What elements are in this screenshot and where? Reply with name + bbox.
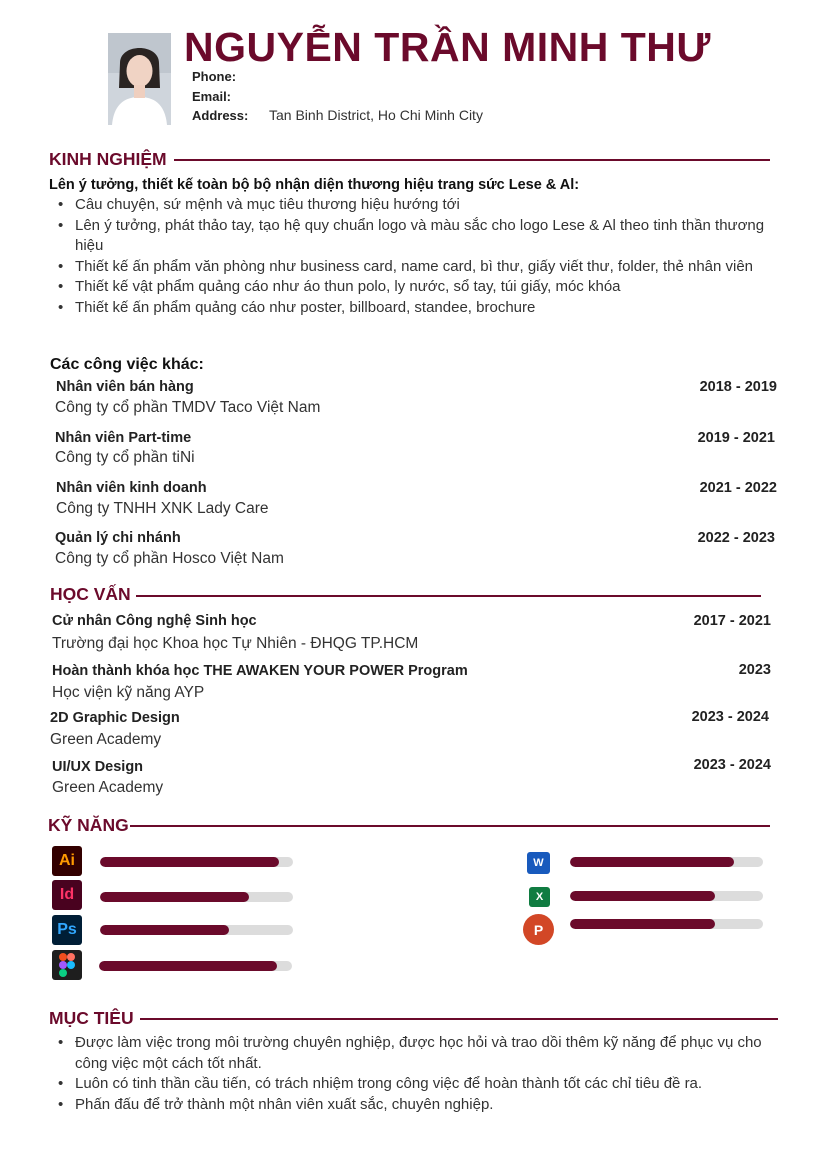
figma-icon	[52, 950, 82, 980]
project-bullets	[49, 195, 779, 318]
objective-divider	[140, 1018, 778, 1020]
list-item: • Thiết kế vật phẩm quảng cáo như áo thun polo, ly nước, sổ tay, túi giấy, móc khóa	[49, 277, 779, 298]
skill-bar	[570, 919, 763, 929]
job-company: Công ty cổ phần tiNi	[55, 449, 195, 466]
skill-bar-fill	[100, 892, 249, 902]
skills-divider	[130, 825, 770, 827]
adobe-photoshop-icon: Ps	[52, 915, 82, 945]
profile-photo	[108, 33, 171, 125]
job-company: Công ty TNHH XNK Lady Care	[56, 500, 269, 517]
skill-bar-fill	[99, 961, 277, 971]
microsoft-word-icon: W	[527, 852, 550, 874]
job-title: Nhân viên kinh doanh	[56, 480, 207, 496]
list-item: • Câu chuyện, sứ mệnh và mục tiêu thương hiệu hướng tới	[49, 195, 779, 216]
skill-bar	[100, 857, 293, 867]
skill-bar	[100, 925, 293, 935]
education-title: UI/UX Design	[52, 759, 144, 775]
list-item: • Được làm việc trong môi trường chuyên nghiệp, được học hỏi và trao dồi thêm kỹ năng để phục vụ cho công việc một cách tốt nhất.	[49, 1033, 779, 1074]
education-school: Green Academy	[52, 779, 164, 796]
microsoft-excel-icon: X	[529, 887, 550, 907]
skill-bar	[570, 857, 763, 867]
education-years: 2023 - 2024	[693, 757, 771, 773]
education-title: Cử nhân Công nghệ Sinh học	[52, 613, 257, 629]
education-years: 2023	[738, 662, 771, 678]
education-years: 2017 - 2021	[693, 613, 771, 629]
job-years: 2018 - 2019	[699, 379, 777, 395]
address-value: Tan Binh District, Ho Chi Minh City	[269, 107, 483, 123]
education-heading: HỌC VẤN	[50, 584, 131, 604]
job-company: Công ty cổ phần Hosco Việt Nam	[55, 550, 284, 567]
skill-bar-fill	[570, 919, 715, 929]
education-divider	[136, 595, 761, 597]
skill-bar-fill	[100, 925, 229, 935]
microsoft-powerpoint-icon: P	[523, 914, 554, 945]
objective-heading: MỤC TIÊU	[49, 1008, 134, 1028]
skill-bar	[570, 891, 763, 901]
job-title: Nhân viên Part-time	[55, 430, 192, 446]
skill-bar	[99, 961, 292, 971]
education-title: 2D Graphic Design	[50, 710, 180, 726]
adobe-indesign-icon: Id	[52, 880, 82, 910]
skill-bar-fill	[570, 857, 734, 867]
candidate-name: NGUYỄN TRẦN MINH THƯ	[184, 24, 711, 70]
education-school: Green Academy	[50, 731, 162, 748]
list-item: • Phấn đấu để trở thành một nhân viên xuất sắc, chuyên nghiệp.	[49, 1095, 779, 1116]
objective-bullets	[49, 1033, 779, 1115]
skill-bar-fill	[570, 891, 715, 901]
job-company: Công ty cổ phần TMDV Taco Việt Nam	[55, 399, 321, 416]
experience-heading: KINH NGHIỆM	[49, 149, 167, 169]
skill-bar-fill	[100, 857, 279, 867]
education-years: 2023 - 2024	[691, 709, 769, 725]
list-item: • Lên ý tưởng, phát thảo tay, tạo hệ quy chuẩn logo và màu sắc cho logo Lese & Al theo tinh thần thương hiệu	[49, 216, 779, 257]
job-years: 2019 - 2021	[697, 430, 775, 446]
phone-label: Phone:	[192, 69, 237, 84]
job-years: 2021 - 2022	[699, 480, 777, 496]
other-jobs-heading: Các công việc khác:	[50, 356, 204, 373]
job-title: Nhân viên bán hàng	[56, 379, 194, 395]
list-item: • Thiết kế ấn phẩm quảng cáo như poster, billboard, standee, brochure	[49, 298, 779, 319]
adobe-illustrator-icon: Ai	[52, 846, 82, 876]
list-item: • Luôn có tinh thần cầu tiến, có trách nhiệm trong công việc để hoàn thành tốt các chỉ tiêu đề ra.	[49, 1074, 779, 1095]
list-item: • Thiết kế ấn phẩm văn phòng như business card, name card, bì thư, giấy viết thư, folder, thẻ nhân viên	[49, 257, 779, 278]
project-title: Lên ý tưởng, thiết kế toàn bộ bộ nhận diện thương hiệu trang sức Lese & Al:	[49, 177, 580, 193]
education-school: Trường đại học Khoa học Tự Nhiên - ĐHQG TP.HCM	[52, 635, 419, 652]
job-years: 2022 - 2023	[697, 530, 775, 546]
education-school: Học viện kỹ năng AYP	[52, 684, 205, 701]
experience-divider	[174, 159, 770, 161]
address-label: Address:	[192, 108, 249, 123]
skill-bar	[100, 892, 293, 902]
email-label: Email:	[192, 89, 232, 104]
education-title: Hoàn thành khóa học THE AWAKEN YOUR POWER Program	[52, 663, 468, 679]
skills-heading: KỸ NĂNG	[48, 815, 129, 835]
job-title: Quản lý chi nhánh	[55, 530, 181, 546]
